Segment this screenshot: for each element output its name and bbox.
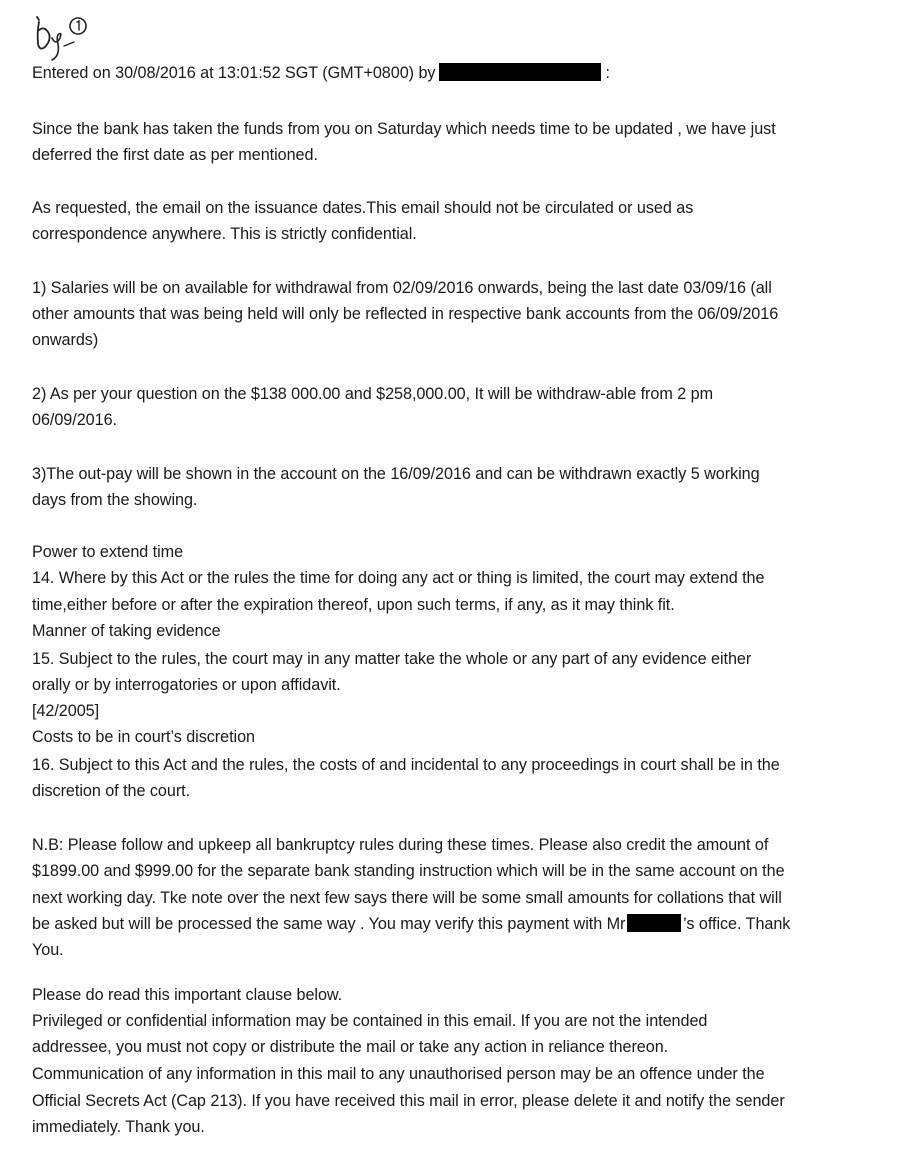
section15-ref: [42/2005]: [32, 702, 100, 720]
section15-line-1: 15. Subject to the rules, the court may in any matter take the whole or any part of any evidence either: [32, 650, 752, 668]
item2-line-1: 2) As per your question on the $138 000.00 and $258,000.00, It will be withdraw-able from 2 pm: [32, 385, 714, 403]
item1-line-2: other amounts that was being held will only be reflected in respective bank accounts from the 06/09/2016: [32, 305, 779, 323]
nb-line-4-text: be asked but will be processed the same way . You may verify this payment with Mr: [32, 915, 626, 933]
request-line-1: As requested, the email on the issuance dates.This email should not be circulated or used as: [32, 199, 694, 217]
disclaimer-line-5: Official Secrets Act (Cap 213). If you have received this mail in error, please delete it and notify the sender: [32, 1092, 785, 1110]
disclaimer-line-3: addressee, you must not copy or distribute the mail or take any action in reliance thereon.: [32, 1038, 669, 1056]
item3-line-1: 3)The out-pay will be shown in the account on the 16/09/2016 and can be withdrawn exactly 5 working: [32, 465, 760, 483]
handwritten-mark: [28, 8, 98, 66]
item2-line-2: 06/09/2016.: [32, 411, 117, 429]
item3-line-2: days from the showing.: [32, 491, 198, 509]
entered-line: [32, 62, 610, 84]
nb-line-5: You.: [32, 941, 64, 959]
nb-line-4: [32, 913, 790, 935]
nb-line-4-suffix: 's office. Thank: [683, 915, 791, 933]
nb-line-1: N.B: Please follow and upkeep all bankruptcy rules during these times. Please also credit the amount of: [32, 836, 769, 854]
section14-line-1: 14. Where by this Act or the rules the time for doing any act or thing is limited, the court may extend the: [32, 569, 765, 587]
item1-line-1: 1) Salaries will be on available for withdrawal from 02/09/2016 onwards, being the last date 03/09/16 (all: [32, 279, 772, 297]
request-line-2: correspondence anywhere. This is strictly confidential.: [32, 225, 417, 243]
section15-line-2: orally or by interrogatories or upon affidavit.: [32, 676, 341, 694]
intro-line-2: deferred the first date as per mentioned.: [32, 146, 318, 164]
power-heading: Power to extend time: [32, 543, 184, 561]
disclaimer-line-2: Privileged or confidential information may be contained in this email. If you are not the intended: [32, 1012, 708, 1030]
intro-line-1: Since the bank has taken the funds from you on Saturday which needs time to be updated , we have just: [32, 120, 776, 138]
redacted-name: [627, 914, 681, 932]
disclaimer-line-1: Please do read this important clause below.: [32, 986, 343, 1004]
disclaimer-line-6: immediately. Thank you.: [32, 1118, 205, 1136]
entered-text: Entered on 30/08/2016 at 13:01:52 SGT (GMT+0800) by: [32, 64, 436, 82]
entered-suffix: :: [605, 64, 610, 82]
section14-line-2: time,either before or after the expiration thereof, upon such terms, if any, as it may think fit.: [32, 596, 675, 614]
section16-line-2: discretion of the court.: [32, 782, 191, 800]
costs-heading: Costs to be in court’s discretion: [32, 728, 255, 746]
redacted-sender: [439, 63, 601, 81]
section16-line-1: 16. Subject to this Act and the rules, the costs of and incidental to any proceedings in court shall be in the: [32, 756, 780, 774]
nb-line-2: $1899.00 and $999.00 for the separate bank standing instruction which will be in the same account on the: [32, 862, 785, 880]
item1-line-3: onwards): [32, 331, 99, 349]
disclaimer-line-4: Communication of any information in this mail to any unauthorised person may be an offence under the: [32, 1065, 765, 1083]
nb-line-3: next working day. Tke note over the next few says there will be some small amounts for collations that will: [32, 889, 782, 907]
evidence-heading: Manner of taking evidence: [32, 622, 221, 640]
